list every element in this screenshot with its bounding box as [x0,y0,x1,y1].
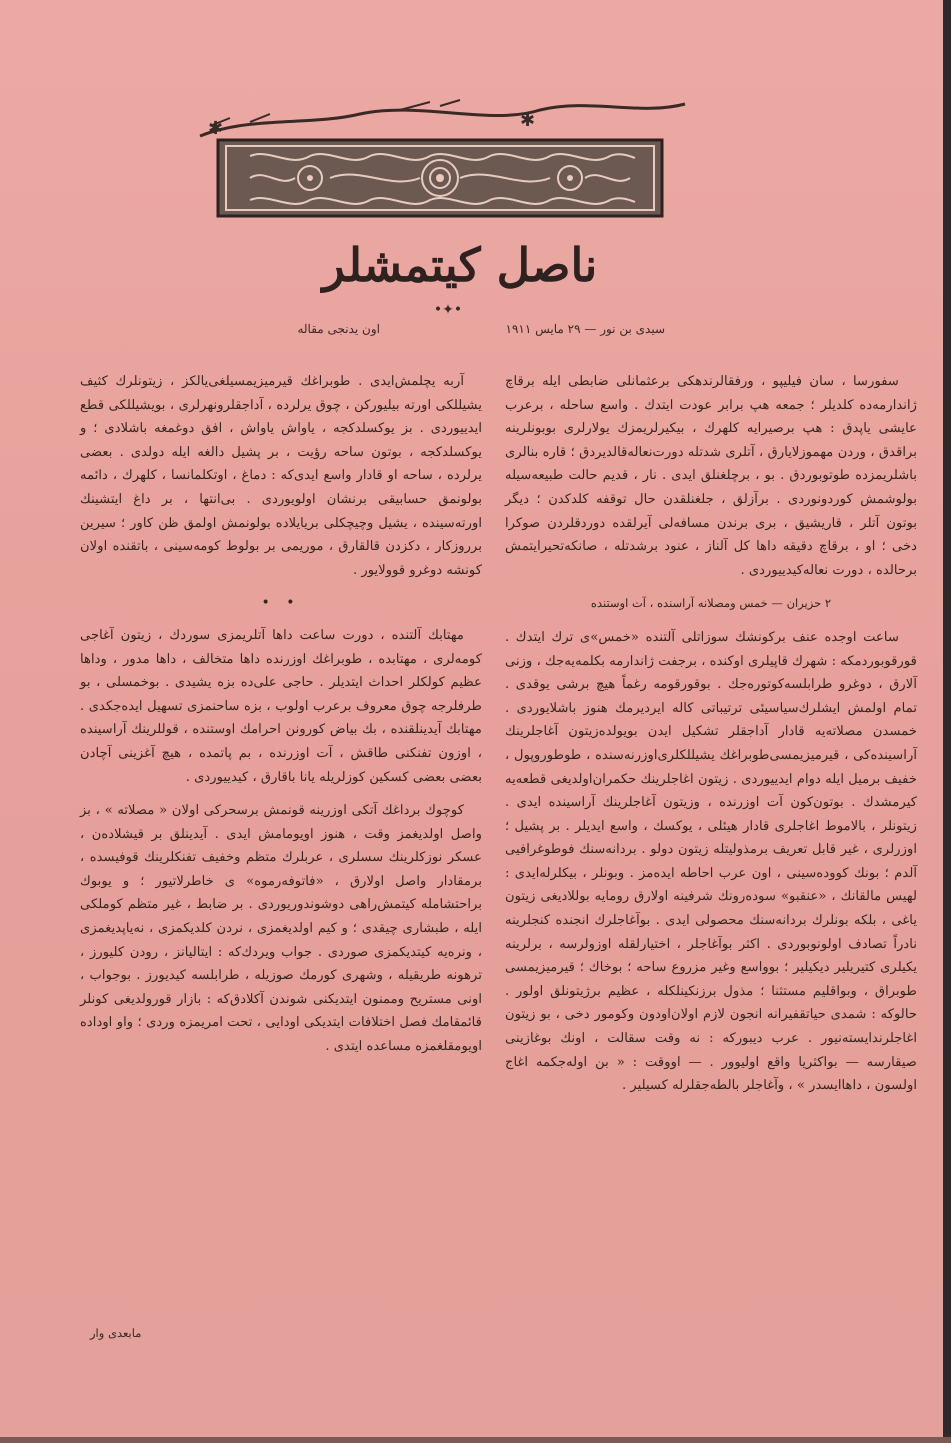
title-ornament: •✦• [433,302,463,318]
paragraph: سفورسا ، سان فیلیپو ، ورفقالرندهكی برعثمانلی ضابطی ایله برقاچ ژاندارمه‌ده كلدیلر ؛ جمعه هپ برابر عودت ایتدك . واسع ساحله ، برعرب عایشی یاپدق : هپ برصیرایه كلهرك ، بیكیرلریمزك یولارلری بوبونلرینه براقدق ، وردن مهموزلایارق ، آتلری شدتله دورت‌نعاله‌قالدیردق ؛ قاره بنالری باشلریمزده طوتوبوردق . بو ، برچلغنلق ایدی . نار ، قدیم حالت طبیعه‌سیله بولوشمش كوردونوردی . برآزلق ، جلغنلقدن حال توقفه كلدكدن ؛ دیگر بوتون آتلر ، قاریشیق ، بری برندن مسافه‌لی آیرلقده دوردقلردن صوكرا دخی ؛ او ، برقاچ دقیقه داها كل آلناز ، عنود برشدتله ، صانكه‌تحیرایتمش برحالده ، دورت نعاله‌كیدییوردی . [505,374,917,578]
paragraph: كوچوك برداغك آتكی اوزرینه قونمش برسحركی اولان « مصلاته » ، بز واصل اولدیغمز وقت ، هنوز اویومامش ایدی . آیدینلق بر قیشلاده‌ن ، عسكر نوزكلرینك سسلری ، عربلرك متظم وخفیف تفنكلرینك قوفیسده ، برمقادار واصل اولارق ، «فاتوفه‌رموه» ی خاطرلاتیور ؛ و یوبوك براحتشامله كیتمش‌راهی دوشوندوریوردی . بر ضابط ، غیر متظم كوملكی ایله ، طبشاری چیقدی ؛ و كیم اولدیغمزی ، نردن كلدیكمزی ، نه‌یاپدیغمزی ، ونره‌یه كیتدیكمزی صوردی . جواب ویردك‌كه : ایتالیانز ، رودن كلیورز ، ترهونه طریقیله ، وشهری كورمك صوزیله ، طرابلسه كیدیورز . بوجواب ، اونی مستریح وممنون ایتدیكنی شوندن آكلادق‌كه : بازار قورولدیغی كونلر قائمقامك فصل اختلافات ایتدیكی اودایی ، تحت امریمزه وردی ؛ واو اوداده اویومقلغمزه مساعده ایتدی . [80,803,482,1055]
left-column [80,370,482,1069]
svg-text:✱: ✱ [208,118,224,139]
scan-edge [943,0,951,1443]
ornamental-header-icon [190,96,695,226]
section-subhead: ۲ حزیران — خمس ومصلانه آراسنده ، آت اوستنده [590,596,832,611]
scan-edge-bottom [0,1437,951,1443]
section-separator: • • [261,595,301,612]
paragraph: آربه یچلمش‌ایدی . طوبراغك قیرمیزیمسیلغی‌یالكز ، زیتونلرك كثیف یشیللكی اورته بیلیوركن ، چوق یرلرده ، آداجقلرونهرلری ، بویشیللكی قطع ایدییوردی . بز یوكسلدكجه ، یاواش یاواش ، افق دوغمغه باشلادی ؛ و یوكسلدكجه ، بوتون ساحه رؤیت ، بر پشیل دالغه ایله دولدی . بعضی یرلرده ، ساحه او قادار واسع ایدی‌كه : دماغ ، اوتكلمانسا ، كلهرك ، دائمه بولونمق حسابیقی برنشان اولویوردی . بی‌انتها ، بر داغ ایتشینك اورته‌سینده ، یشیل وچیچكلی بریایلاده بولونمش اولمق ظن كاور ؛ سیرین برروزكار ، دكزدن قالقارق ، موریمی بر بولوط كومه‌سینی ، باتقنده اولان كونشه دوغرو قوولایور . [80,374,482,578]
continued-note: مابعدی وار [90,1326,142,1340]
page-title: ناصل كیتمشلر [322,238,598,292]
paragraph: مهتابك آلتنده ، دورت ساعت داها آتلریمزی سوردك ، زیتون آغاجی كومه‌لری ، مهتابده ، طوبراغك اوزرنده داها متخالف ، داها مدور ، وداها عظیم كولكلر احداث ایتدیلر . حاجی علی‌ده بزه یشیدی . بوخمسلی ، بو طرفلرجه چوق معروف برعرب اولوب ، بزه ساحنمزی تسهیل ایده‌جكدی . مهتابك آیدینلقنده ، بك بیاض كورونن احرامك اوستنده ، قوللرینك آراسینده ، اوزون تفنكنی طاقش ، آت اوزرنده ، بم پاتمده ، هیچ آغزینی آچادن بعضی بعضی كسكین كوزلریله یانا باقارق ، كیدییوردی . [80,627,482,785]
svg-text:✱: ✱ [520,110,536,131]
paragraph: ساعت اوجده عنف بركونشك سوزاتلی آلتنده «خمس»ی ترك ایتدك . قورقوبوردمكه : شهرك قاپیلری اوكنده ، برجفت ژاندارمه بكلمه‌یه‌جك ، وزنی آلارق ، دوغرو طرابلسه‌كوتوره‌جك . بوقورقومه رغماً هیچ برشی یوقدی . تمام اولمش ایشلرك‌سیاسیئی ترتیباتی كاله ایردیرمك هنوز باشلایوردی . خمسدن مصلاته‌یه قادار آداجقلر تشكیل ایدن بویولده‌زیتون آغاجلرینك آراسینده‌كی ، قیرمیزیمسی‌طوبراغك یشیللكلری‌اوزرنه‌سنده ، طوطوروپول ، خفیف برمیل ایله دوام ایدییوردی . زیتون اغاجلرینك حكمران‌اولدیغی قطعه‌یه كیرمشدك . بوتون‌كون آت اوزرنده ، وزیتون آغاجلرینك آراسینده ایدی . زیتونلر ، بالاموط اغاجلری قادار هیئلی ، یوكسك ، واسع ایدیلر . بر پشیل ؛ اوزرلری ، غیر قابل تعریف برمذولیتله زیتون دولو . بردانه‌سنك فوطوغرافیی آلدم ؛ بونك كووده‌سینی ، اون عرب احاطه ایده‌مز . وبونلر ، بیكلرله‌ایدی : لهیس مالقانك ، «عنقبو» سوده‌رونك شرفینه اولارق رومایه بوللادیغی زیتون یاغی ، بلكه بونلرك بردانه‌سنك محصولی ایدی . بوآغاجلرك انجنده كنجلرینه نادراً تصادف اولونوبوردی . اكثر بوآغاجلر ، اختیارلقله اوزولرسه ، برلرینه یكیلری كتیریلیر دیكیلیر ؛ بوواسع وغیر مزروع ساحه ؛ بوخاك ؛ قیرمیزیمسی طوبراق ، وبواقلیم مستثنا ؛ مذول برزنكینلكله ، عظیم برژیتونلق اولور . حالوكه : شمدی حیاتقفیرانه انجون لازم اولان‌اودون وكومور دخی ، بو زیتون اغاجلرندایسته‌نیور . عرب دیبوركه : نه وقت سقالت ، اونك بوغازینی صیقارسه — بواكثریا واقع اولیوور . — اووقت : « بن اوله‌جكمه اغاج اولسون ، داهاایسدر » ، وآغاجلر بالطه‌جقلرله كسیلیر . [505,629,917,1094]
right-column [505,370,917,1108]
article-number: اون یدنجی مقاله [297,322,380,336]
dateline: سیدی بن نور — ۲۹ مایس ۱۹۱۱ [505,322,665,336]
